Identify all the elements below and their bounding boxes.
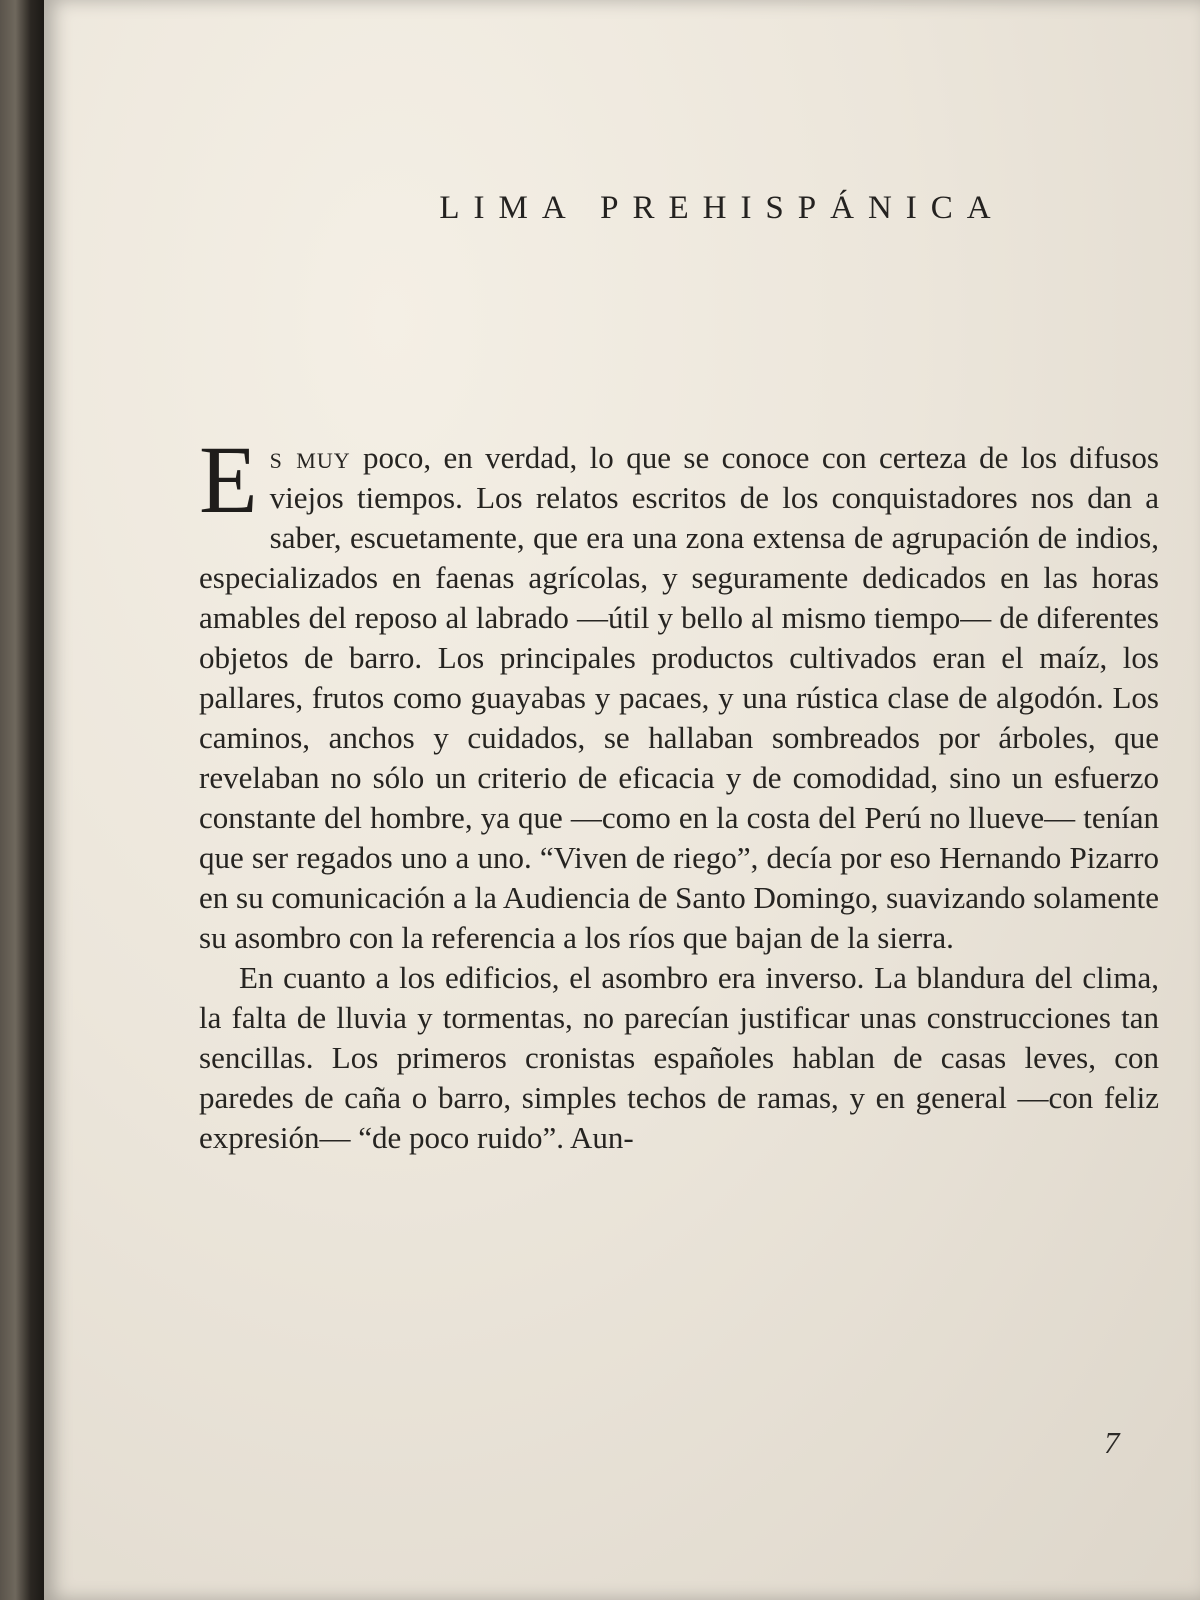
book-page: [44, 0, 1200, 1600]
paragraph-2: En cuanto a los edificios, el asombro era inverso. La blandura del clima, la falta de lluvia y tormentas, no parecían justificar unas construcciones tan sencillas. Los primeros cronistas españoles hablan de casas leves, con paredes de caña o barro, simples techos de ramas, y en general —con feliz expresión— “de poco ruido”. Aun-: [199, 960, 1159, 1155]
paragraph-1: [199, 426, 1159, 958]
book-spine: [0, 0, 44, 1600]
chapter-title: LIMA PREHISPÁNICA: [439, 190, 1005, 226]
drop-cap: E: [199, 426, 258, 533]
small-caps-lead: s muy: [269, 440, 351, 475]
paragraph-1-text: poco, en verdad, lo que se conoce con certeza de los difusos viejos tiempos. Los relatos escritos de los conquistadores nos dan a saber, escuetamente, que era una zona extensa de agrupación de indios, especializados en faenas agrícolas, y seguramente dedicados en las horas amables del reposo al labrado —útil y bello al mismo tiempo— de diferentes objetos de barro. Los principales productos cultivados eran el maíz, los pallares, frutos como guayabas y pacaes, y una rústica clase de algodón. Los caminos, anchos y cuidados, se hallaban sombreados por árboles, que revelaban no sólo un criterio de eficacia y de comodidad, sino un esfuerzo constante del hombre, ya que —como en la costa del Perú no llueve— tenían que ser regados uno a uno. “Viven de riego”, decía por eso Hernando Pizarro en su comunicación a la Audiencia de Santo Domingo, suavizando solamente su asombro con la referencia a los ríos que bajan de la sierra.: [199, 440, 1159, 955]
chapter-body: [199, 426, 1159, 1158]
page-number: 7: [1104, 1425, 1120, 1460]
